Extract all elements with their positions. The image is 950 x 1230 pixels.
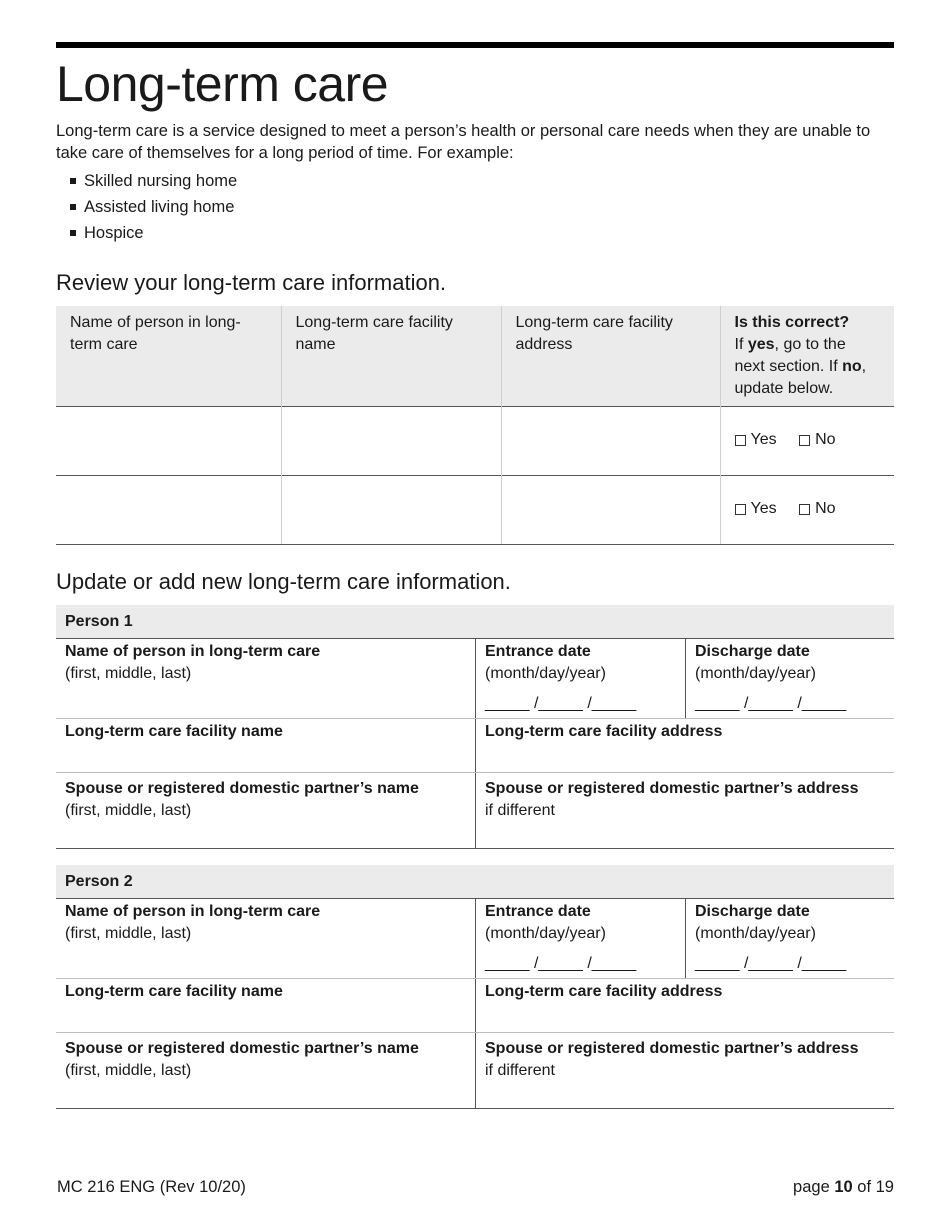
no-checkbox[interactable]: No [799,431,835,449]
address-cell[interactable] [501,407,720,476]
checkbox-icon [799,504,810,515]
yes-checkbox[interactable]: Yes [735,431,777,449]
table-row [56,407,894,476]
spouse-address-field[interactable]: Spouse or registered domestic partner’s address if different [475,1033,894,1108]
facility-cell[interactable] [281,407,501,476]
person-row [56,719,894,773]
page-number: page 10 of 19 [793,1178,894,1196]
col-header-correct: Is this correct? If yes, go to the next section. If no, update below. [720,306,894,407]
list-item: Skilled nursing home [70,168,894,194]
person-row [56,979,894,1033]
correct-cell [720,407,894,476]
person-2-section [56,865,894,1109]
facility-name-field[interactable]: Long-term care facility name [65,983,283,1000]
yes-checkbox[interactable]: Yes [735,500,777,518]
discharge-date-field[interactable]: Discharge date (month/day/year) _____ /_____ /_____ [685,899,894,978]
update-heading: Update or add new long-term care information. [56,569,511,594]
spouse-address-field[interactable]: Spouse or registered domestic partner’s address if different [475,773,894,848]
checkbox-icon [799,435,810,446]
address-cell[interactable] [501,476,720,545]
col-header-name: Name of person in long-term care [56,306,281,407]
review-table [56,306,894,545]
facility-address-field[interactable]: Long-term care facility address [475,719,894,772]
correct-cell [720,476,894,545]
col-header-facility: Long-term care facility name [281,306,501,407]
name-field[interactable]: Name of person in long-term care (first, middle, last) [65,903,321,942]
section-gap [56,849,894,865]
name-field[interactable]: Name of person in long-term care (first, middle, last) [65,643,321,682]
table-header-row [56,306,894,407]
person-header: Person 2 [56,865,894,899]
bullet-square-icon [70,178,76,184]
page-footer [57,1178,894,1197]
facility-name-field[interactable]: Long-term care facility name [65,723,283,740]
facility-cell[interactable] [281,476,501,545]
person-1-section [56,605,894,849]
facility-address-field[interactable]: Long-term care facility address [475,979,894,1032]
table-row [56,476,894,545]
spouse-name-field[interactable]: Spouse or registered domestic partner’s name (first, middle, last) [65,780,419,819]
name-cell[interactable] [56,476,281,545]
page-title: Long-term care [56,56,389,112]
entrance-date-field[interactable]: Entrance date (month/day/year) _____ /_____ /_____ [475,639,685,718]
col-header-address: Long-term care facility address [501,306,720,407]
person-row [56,1033,894,1109]
person-header: Person 1 [56,605,894,639]
form-page [56,42,894,1109]
no-checkbox[interactable]: No [799,500,835,518]
person-row [56,899,894,979]
discharge-date-field[interactable]: Discharge date (month/day/year) _____ /_____ /_____ [685,639,894,718]
bullet-square-icon [70,230,76,236]
name-cell[interactable] [56,407,281,476]
list-item: Assisted living home [70,194,894,220]
list-item: Hospice [70,220,894,246]
top-rule [56,42,894,48]
bullet-square-icon [70,204,76,210]
spouse-name-field[interactable]: Spouse or registered domestic partner’s name (first, middle, last) [65,1040,419,1079]
review-heading: Review your long-term care information. [56,270,447,295]
person-row [56,639,894,719]
checkbox-icon [735,504,746,515]
checkbox-icon [735,435,746,446]
examples-list [70,168,894,246]
entrance-date-field[interactable]: Entrance date (month/day/year) _____ /_____ /_____ [475,899,685,978]
person-row [56,773,894,849]
form-id: MC 216 ENG (Rev 10/20) [57,1178,246,1196]
intro-text: Long-term care is a service designed to meet a person’s health or personal care needs when they are unable to take care of themselves for a long period of time. For example: [56,122,871,162]
